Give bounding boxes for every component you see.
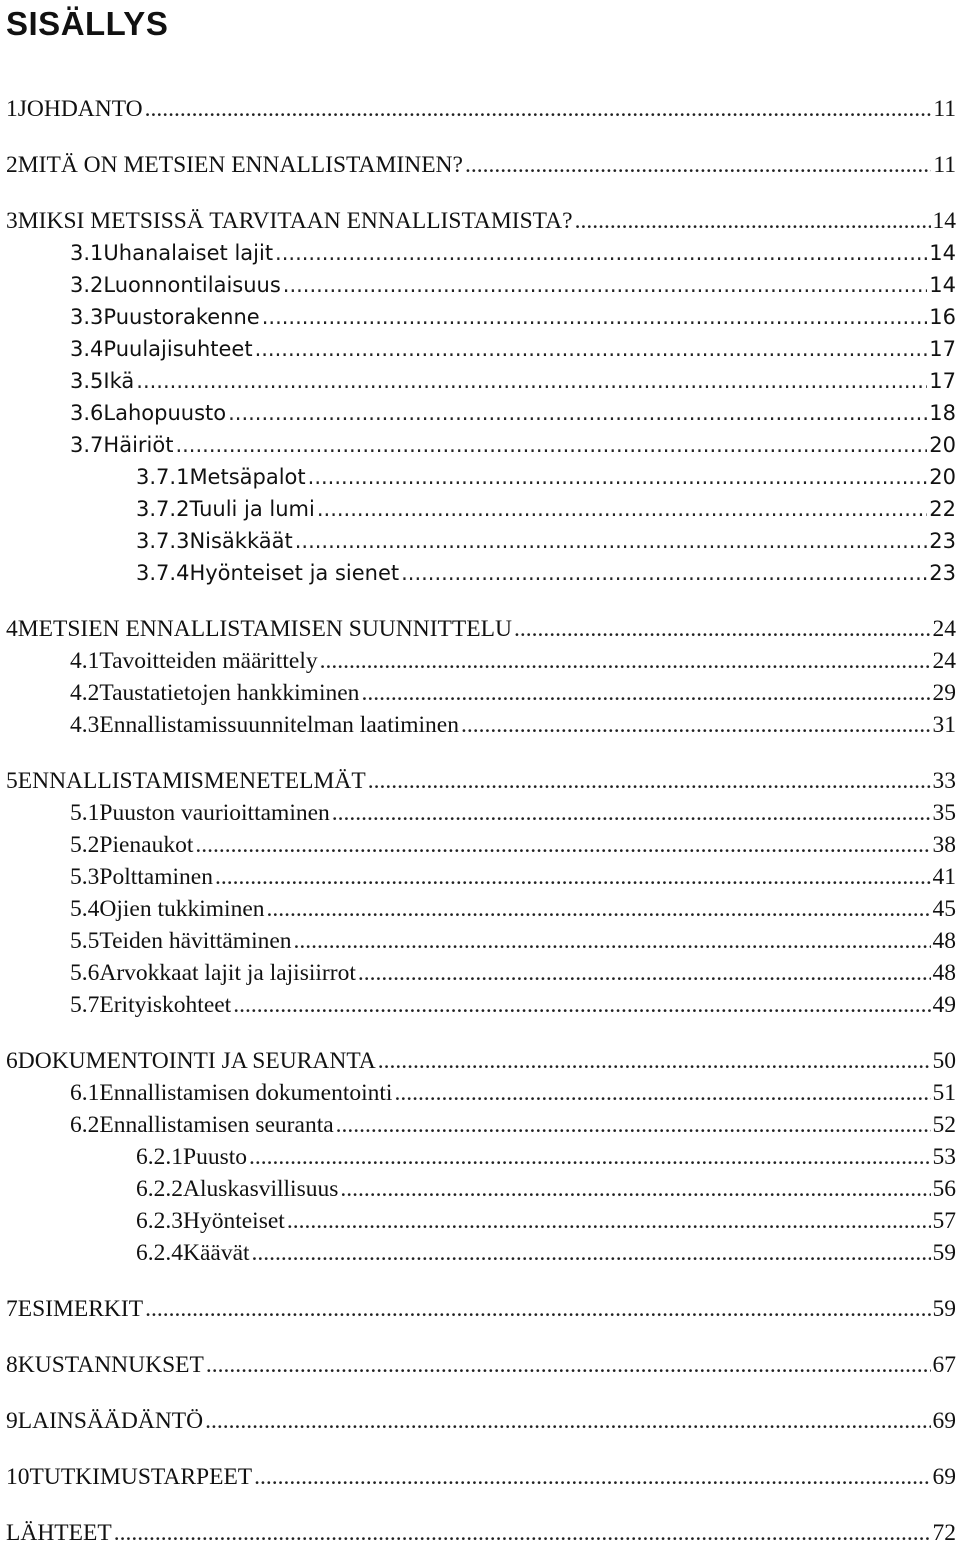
toc-entry-number: 3.7.2 (136, 494, 189, 524)
toc-entry[interactable] (0, 270, 960, 300)
toc-entry-page: 57 (933, 1206, 960, 1236)
dot-leader (368, 766, 931, 796)
toc-entry-number: 3.3 (70, 302, 103, 332)
toc-entry[interactable] (0, 1174, 960, 1204)
toc-entry[interactable] (0, 462, 960, 492)
toc-entry-number: 6 (6, 1046, 18, 1076)
toc-entry-number: 10 (6, 1462, 30, 1492)
toc-entry[interactable] (0, 1142, 960, 1172)
dot-leader (136, 366, 927, 396)
dot-leader (294, 926, 931, 956)
toc-entry-page: 20 (929, 430, 960, 460)
toc-entry-number: 3.7.1 (136, 462, 189, 492)
toc-entry-number: 3.2 (70, 270, 103, 300)
toc-entry-title: MITÄ ON METSIEN ENNALLISTAMINEN? (18, 150, 463, 180)
toc-entry[interactable] (0, 830, 960, 860)
toc-entry-page: 20 (929, 462, 960, 492)
toc-entry-page: 56 (933, 1174, 960, 1204)
toc-entry[interactable] (0, 558, 960, 588)
dot-leader (287, 1206, 931, 1236)
toc-entry-title: Puuston vaurioittaminen (99, 798, 329, 828)
dot-leader (401, 558, 927, 588)
toc-entry-title: ESIMERKIT (18, 1294, 143, 1324)
dot-leader (262, 302, 928, 332)
toc-entry-title: Tavoitteiden määrittely (99, 646, 317, 676)
toc-entry-title: Teiden hävittäminen (99, 926, 291, 956)
dot-leader (267, 894, 931, 924)
toc-entry-page: 45 (933, 894, 960, 924)
toc-entry-page: 69 (933, 1406, 960, 1436)
toc-entry[interactable] (0, 766, 960, 796)
toc-entry[interactable] (0, 1110, 960, 1140)
toc-entry-number: 3.7 (70, 430, 103, 460)
dot-leader (254, 1462, 930, 1492)
toc-entry-page: 29 (933, 678, 960, 708)
toc-entry-number: 9 (6, 1406, 18, 1436)
dot-leader (317, 494, 927, 524)
toc-entry-title: Häiriöt (103, 430, 173, 460)
toc-entry-number: 3.7.4 (136, 558, 189, 588)
toc-entry-title: Erityiskohteet (99, 990, 231, 1020)
toc-entry-title: Ikä (103, 366, 134, 396)
toc-entry-page: 53 (933, 1142, 960, 1172)
page-title: SISÄLLYS (6, 2, 168, 46)
toc-entry[interactable] (0, 990, 960, 1020)
toc-entry[interactable] (0, 862, 960, 892)
toc-entry[interactable] (0, 1078, 960, 1108)
toc-entry[interactable] (0, 894, 960, 924)
dot-leader (358, 958, 931, 988)
toc-entry[interactable] (0, 958, 960, 988)
toc-entry-page: 17 (929, 334, 960, 364)
toc-entry[interactable] (0, 926, 960, 956)
toc-entry-title: Nisäkkäät (189, 526, 292, 556)
toc-entry-number: 4.1 (70, 646, 99, 676)
dot-leader (114, 1518, 931, 1548)
toc-entry[interactable] (0, 646, 960, 676)
dot-leader (206, 1350, 931, 1380)
toc-entry-title: Metsäpalot (189, 462, 305, 492)
toc-entry-page: 16 (929, 302, 960, 332)
toc-entry-number: 5.1 (70, 798, 99, 828)
toc-entry-title: Ojien tukkiminen (99, 894, 264, 924)
toc-entry-title: Uhanalaiset lajit (103, 238, 273, 268)
toc-entry-title: Arvokkaat lajit ja lajisiirrot (99, 958, 355, 988)
dot-leader (378, 1046, 931, 1076)
toc-entry-number: 2 (6, 150, 18, 180)
toc-entry[interactable] (0, 430, 960, 460)
toc-entry[interactable] (0, 614, 960, 644)
toc-entry-number: 4.2 (70, 678, 99, 708)
toc-entry[interactable] (0, 366, 960, 396)
dot-leader (465, 150, 931, 180)
dot-leader (205, 1406, 930, 1436)
toc-entry-title: Polttaminen (99, 862, 213, 892)
toc-entry[interactable] (0, 1206, 960, 1236)
dot-leader (145, 94, 932, 124)
toc-entry-number: 5.5 (70, 926, 99, 956)
toc-entry-page: 33 (933, 766, 960, 796)
dot-leader (255, 334, 928, 364)
dot-leader (233, 990, 930, 1020)
toc-entry-number: 1 (6, 94, 18, 124)
dot-leader (332, 798, 931, 828)
toc-entry-number: 7 (6, 1294, 18, 1324)
toc-entry-page: 69 (933, 1462, 960, 1492)
toc-entry-page: 24 (933, 646, 960, 676)
toc-entry-page: 23 (929, 558, 960, 588)
toc-entry-page: 31 (933, 710, 960, 740)
toc-entry-page: 14 (933, 206, 960, 236)
toc-entry[interactable] (0, 526, 960, 556)
toc-entry[interactable] (0, 1238, 960, 1268)
toc-entry-page: 48 (933, 926, 960, 956)
toc-entry-title: Pienaukot (99, 830, 193, 860)
toc-entry-page: 14 (929, 238, 960, 268)
toc-entry-number: 6.2.2 (136, 1174, 183, 1204)
toc-entry-title: Aluskasvillisuus (183, 1174, 338, 1204)
toc-entry-title: METSIEN ENNALLISTAMISEN SUUNNITTELU (18, 614, 512, 644)
toc-entry-number: 3.5 (70, 366, 103, 396)
toc-entry-title: DOKUMENTOINTI JA SEURANTA (18, 1046, 376, 1076)
dot-leader (215, 862, 931, 892)
toc-entry-page: 51 (933, 1078, 960, 1108)
toc-entry-title: LAINSÄÄDÄNTÖ (18, 1406, 203, 1436)
dot-leader (394, 1078, 930, 1108)
toc-entry-page: 67 (933, 1350, 960, 1380)
toc-entry-page: 24 (933, 614, 960, 644)
toc-entry-number: 8 (6, 1350, 18, 1380)
toc-entry-number: 3.6 (70, 398, 103, 428)
toc-entry[interactable] (0, 1462, 960, 1492)
dot-leader (340, 1174, 930, 1204)
toc-entry-title: Ennallistamisen dokumentointi (99, 1078, 392, 1108)
toc-entry-title: MIKSI METSISSÄ TARVITAAN ENNALLISTAMISTA? (18, 206, 573, 236)
toc-entry-number: 3.4 (70, 334, 103, 364)
toc-entry-page: 14 (929, 270, 960, 300)
toc-entry-title: Puusto (183, 1142, 247, 1172)
toc-entry-page: 35 (933, 798, 960, 828)
toc-entry-title: Ennallistamissuunnitelman laatiminen (99, 710, 459, 740)
toc-entry[interactable] (0, 238, 960, 268)
toc-entry-page: 48 (933, 958, 960, 988)
toc-entry-title: KUSTANNUKSET (18, 1350, 204, 1380)
toc-entry-number: 5 (6, 766, 18, 796)
toc-entry-title: TUTKIMUSTARPEET (30, 1462, 253, 1492)
toc-entry-number: 4.3 (70, 710, 99, 740)
dot-leader (461, 710, 931, 740)
toc-entry-number: 6.2.3 (136, 1206, 183, 1236)
dot-leader (336, 1110, 931, 1140)
dot-leader (275, 238, 927, 268)
toc-entry-title: Puustorakenne (103, 302, 259, 332)
toc-entry[interactable] (0, 1406, 960, 1436)
toc-entry-page: 11 (933, 94, 960, 124)
toc-entry[interactable] (0, 1046, 960, 1076)
toc-entry-page: 59 (933, 1294, 960, 1324)
toc-entry-number: 6.2.1 (136, 1142, 183, 1172)
toc-entry-number: 5.6 (70, 958, 99, 988)
toc-entry[interactable] (0, 494, 960, 524)
toc-entry-page: 50 (933, 1046, 960, 1076)
toc-entry-title: Lahopuusto (103, 398, 226, 428)
dot-leader (514, 614, 931, 644)
toc-entry-page: 11 (933, 150, 960, 180)
toc-entry-title: LÄHTEET (6, 1518, 112, 1548)
toc-entry-number: 5.7 (70, 990, 99, 1020)
toc-entry-page: 18 (929, 398, 960, 428)
dot-leader (195, 830, 930, 860)
toc-entry-title: Hyönteiset ja sienet (189, 558, 399, 588)
toc-entry-page: 22 (929, 494, 960, 524)
toc-entry-number: 5.3 (70, 862, 99, 892)
toc-entry-number: 3.1 (70, 238, 103, 268)
toc-entry-number: 3 (6, 206, 18, 236)
toc-entry[interactable] (0, 1518, 960, 1548)
toc-entry-number: 5.4 (70, 894, 99, 924)
toc-entry-number: 3.7.3 (136, 526, 189, 556)
toc-entry-title: Taustatietojen hankkiminen (99, 678, 359, 708)
dot-leader (295, 526, 928, 556)
toc-entry-number: 6.2.4 (136, 1238, 183, 1268)
toc-entry-page: 52 (933, 1110, 960, 1140)
dot-leader (175, 430, 927, 460)
toc-entry-number: 6.2 (70, 1110, 99, 1140)
toc-entry-page: 23 (929, 526, 960, 556)
toc-entry-page: 38 (933, 830, 960, 860)
toc-entry-page: 72 (933, 1518, 960, 1548)
toc-entry-page: 17 (929, 366, 960, 396)
toc-entry-number: 6.1 (70, 1078, 99, 1108)
dot-leader (320, 646, 931, 676)
toc-entry-number: 4 (6, 614, 18, 644)
toc-entry-page: 41 (933, 862, 960, 892)
toc-entry-title: Hyönteiset (183, 1206, 285, 1236)
dot-leader (249, 1142, 931, 1172)
toc-entry[interactable] (0, 302, 960, 332)
toc-entry[interactable] (0, 334, 960, 364)
toc-entry[interactable] (0, 398, 960, 428)
toc-entry-title: Tuuli ja lumi (189, 494, 314, 524)
dot-leader (145, 1294, 930, 1324)
dot-leader (308, 462, 928, 492)
toc-entry-title: JOHDANTO (18, 94, 143, 124)
toc-entry[interactable] (0, 206, 960, 236)
toc-entry[interactable] (0, 678, 960, 708)
toc-entry-page: 59 (933, 1238, 960, 1268)
dot-leader (575, 206, 931, 236)
dot-leader (361, 678, 930, 708)
toc-entry[interactable] (0, 1294, 960, 1324)
toc-entry[interactable] (0, 150, 960, 180)
toc-entry[interactable] (0, 1350, 960, 1380)
toc-entry-title: Puulajisuhteet (103, 334, 252, 364)
dot-leader (252, 1238, 931, 1268)
toc-entry-number: 5.2 (70, 830, 99, 860)
toc-entry-page: 49 (933, 990, 960, 1020)
toc-entry-title: Ennallistamisen seuranta (99, 1110, 333, 1140)
toc-entry-title: Käävät (183, 1238, 250, 1268)
toc-entry-title: Luonnontilaisuus (103, 270, 280, 300)
dot-leader (228, 398, 927, 428)
toc-entry[interactable] (0, 710, 960, 740)
toc-entry-title: ENNALLISTAMISMENETELMÄT (18, 766, 366, 796)
toc-entry[interactable] (0, 798, 960, 828)
dot-leader (283, 270, 927, 300)
toc-entry[interactable] (0, 94, 960, 124)
